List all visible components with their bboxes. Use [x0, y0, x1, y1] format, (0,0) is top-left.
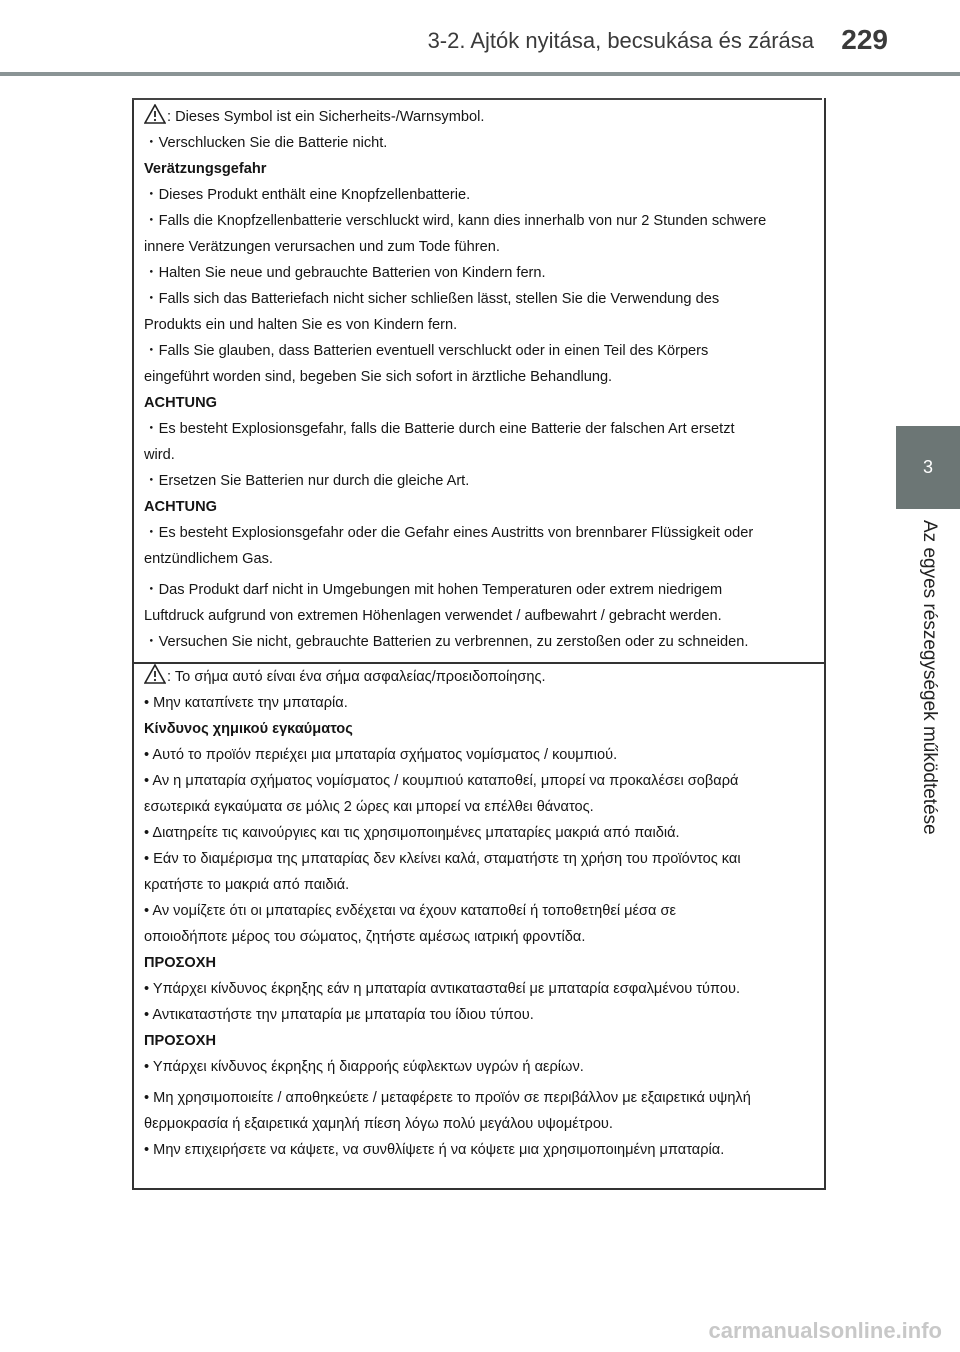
german-text-line: ・Das Produkt darf nicht in Umgebungen mit hohen Temperaturen oder extrem niedrigem: [144, 582, 723, 598]
german-heading: ACHTUNG: [144, 499, 217, 515]
german-text-line: ・Falls die Knopfzellenbatterie verschluckt wird, kann dies innerhalb von nur 2 Stunden schwere: [144, 213, 767, 229]
greek-text-line: • Μην καταπίνετε την μπαταρία.: [144, 695, 348, 711]
chapter-number: 3: [922, 457, 933, 477]
german-text-line: Luftdruck aufgrund von extremen Höhenlagen verwendet / aufbewahrt / gebracht werden.: [144, 608, 722, 624]
chapter-label: Az egyes részegységek működtetése: [919, 520, 940, 835]
section-title: 3-2. Ajtók nyitása, becsukása és zárása: [427, 28, 814, 53]
warning-triangle-icon: [144, 664, 166, 684]
header-rule: [0, 72, 960, 76]
watermark: carmanualsonline.info: [708, 1318, 942, 1343]
greek-heading: Κίνδυνος χημικού εγκαύματος: [144, 721, 353, 737]
greek-symbol-note: [144, 664, 816, 686]
german-text-line: ・Ersetzen Sie Batterien nur durch die gleiche Art.: [144, 473, 470, 489]
german-heading: ACHTUNG: [144, 395, 217, 411]
greek-text-line: • Υπάρχει κίνδυνος έκρηξης ή διαρροής εύφλεκτων υγρών ή αερίων.: [144, 1059, 584, 1075]
greek-text-line: κρατήστε το μακριά από παιδιά.: [144, 877, 350, 893]
german-text-line: ・Es besteht Explosionsgefahr, falls die Batterie durch eine Batterie der falschen Art ersetzt: [144, 421, 735, 437]
greek-text-line: • Διατηρείτε τις καινούργιες και τις χρησιμοποιημένες μπαταρίες μακριά από παιδιά.: [144, 825, 680, 841]
scan-top-rule: [132, 98, 822, 100]
german-text-line: entzündlichem Gas.: [144, 551, 273, 567]
german-text-line: ・Versuchen Sie nicht, gebrauchte Batterien zu verbrennen, zu zerstoßen oder zu schneiden.: [144, 634, 749, 650]
greek-text-line: • Αν η μπαταρία σχήματος νομίσματος / κουμπιού καταποθεί, μπορεί να προκαλέσει σοβαρά: [144, 773, 739, 789]
greek-text-line: • Εάν το διαμέρισμα της μπαταρίας δεν κλείνει καλά, σταματήστε τη χρήση του προϊόντος και: [144, 851, 741, 867]
page-number: 229: [841, 24, 888, 55]
greek-warning-panel: [144, 664, 816, 1168]
greek-text-line: • Αυτό το προϊόν περιέχει μια μπαταρία σχήματος νομίσματος / κουμπιού.: [144, 747, 618, 763]
german-text-line: ・Halten Sie neue und gebrauchte Batterien von Kindern fern.: [144, 265, 546, 281]
greek-lines: [144, 695, 816, 1159]
german-text-line: wird.: [144, 447, 175, 463]
greek-text-line: • Αν νομίζετε ότι οι μπαταρίες ενδέχεται να έχουν καταποθεί ή τοποθετηθεί μέσα σε: [144, 903, 677, 919]
greek-text-line: θερμοκρασία ή εξαιρετικά χαμηλή πίεση λόγω πολύ μεγάλου υψομέτρου.: [144, 1116, 613, 1132]
german-symbol-note: [144, 104, 816, 126]
german-lines: [144, 135, 816, 651]
german-warning-panel: [144, 104, 816, 660]
german-text-line: ・Falls Sie glauben, dass Batterien eventuell verschluckt oder in einen Teil des Körpers: [144, 343, 709, 359]
german-text-line: eingeführt worden sind, begeben Sie sich sofort in ärztliche Behandlung.: [144, 369, 613, 385]
german-heading: Verätzungsgefahr: [144, 161, 267, 177]
german-symbol-text: : Dieses Symbol ist ein Sicherheits-/Warnsymbol.: [167, 109, 485, 125]
german-text-line: ・Falls sich das Batteriefach nicht sicher schließen lässt, stellen Sie die Verwendung des: [144, 291, 720, 307]
greek-heading: ΠΡΟΣΟΧΗ: [144, 1033, 217, 1049]
chapter-tab[interactable]: [896, 426, 960, 509]
page-header: [0, 0, 960, 80]
greek-text-line: • Μη χρησιμοποιείτε / αποθηκεύετε / μεταφέρετε το προϊόν σε περιβάλλον με εξαιρετικά υψηλή: [144, 1090, 751, 1106]
greek-text-line: • Υπάρχει κίνδυνος έκρηξης εάν η μπαταρία αντικατασταθεί με μπαταρία εσφαλμένου τύπου.: [144, 981, 741, 997]
greek-heading: ΠΡΟΣΟΧΗ: [144, 955, 217, 971]
german-text-line: ・Dieses Produkt enthält eine Knopfzellenbatterie.: [144, 187, 471, 203]
greek-text-line: εσωτερικά εγκαύματα σε μόλις 2 ώρες και μπορεί να επέλθει θάνατος.: [144, 799, 594, 815]
german-text-line: ・Es besteht Explosionsgefahr oder die Gefahr eines Austritts von brennbarer Flüssigkeit oder: [144, 525, 754, 541]
greek-symbol-text: : Το σήμα αυτό είναι ένα σήμα ασφαλείας/προειδοποίησης.: [167, 669, 546, 685]
greek-text-line: • Αντικαταστήστε την μπαταρία με μπαταρία του ίδιου τύπου.: [144, 1007, 534, 1023]
greek-text-line: • Μην επιχειρήσετε να κάψετε, να συνθλίψετε ή να κόψετε μια χρησιμοποιημένη μπαταρία.: [144, 1142, 725, 1158]
greek-text-line: οποιοδήποτε μέρος του σώματος, ζητήστε αμέσως ιατρική φροντίδα.: [144, 929, 586, 945]
german-text-line: ・Verschlucken Sie die Batterie nicht.: [144, 135, 388, 151]
german-text-line: Produkts ein und halten Sie es von Kindern fern.: [144, 317, 458, 333]
warning-triangle-icon: [144, 104, 166, 124]
german-text-line: innere Verätzungen verursachen und zum Tode führen.: [144, 239, 500, 255]
